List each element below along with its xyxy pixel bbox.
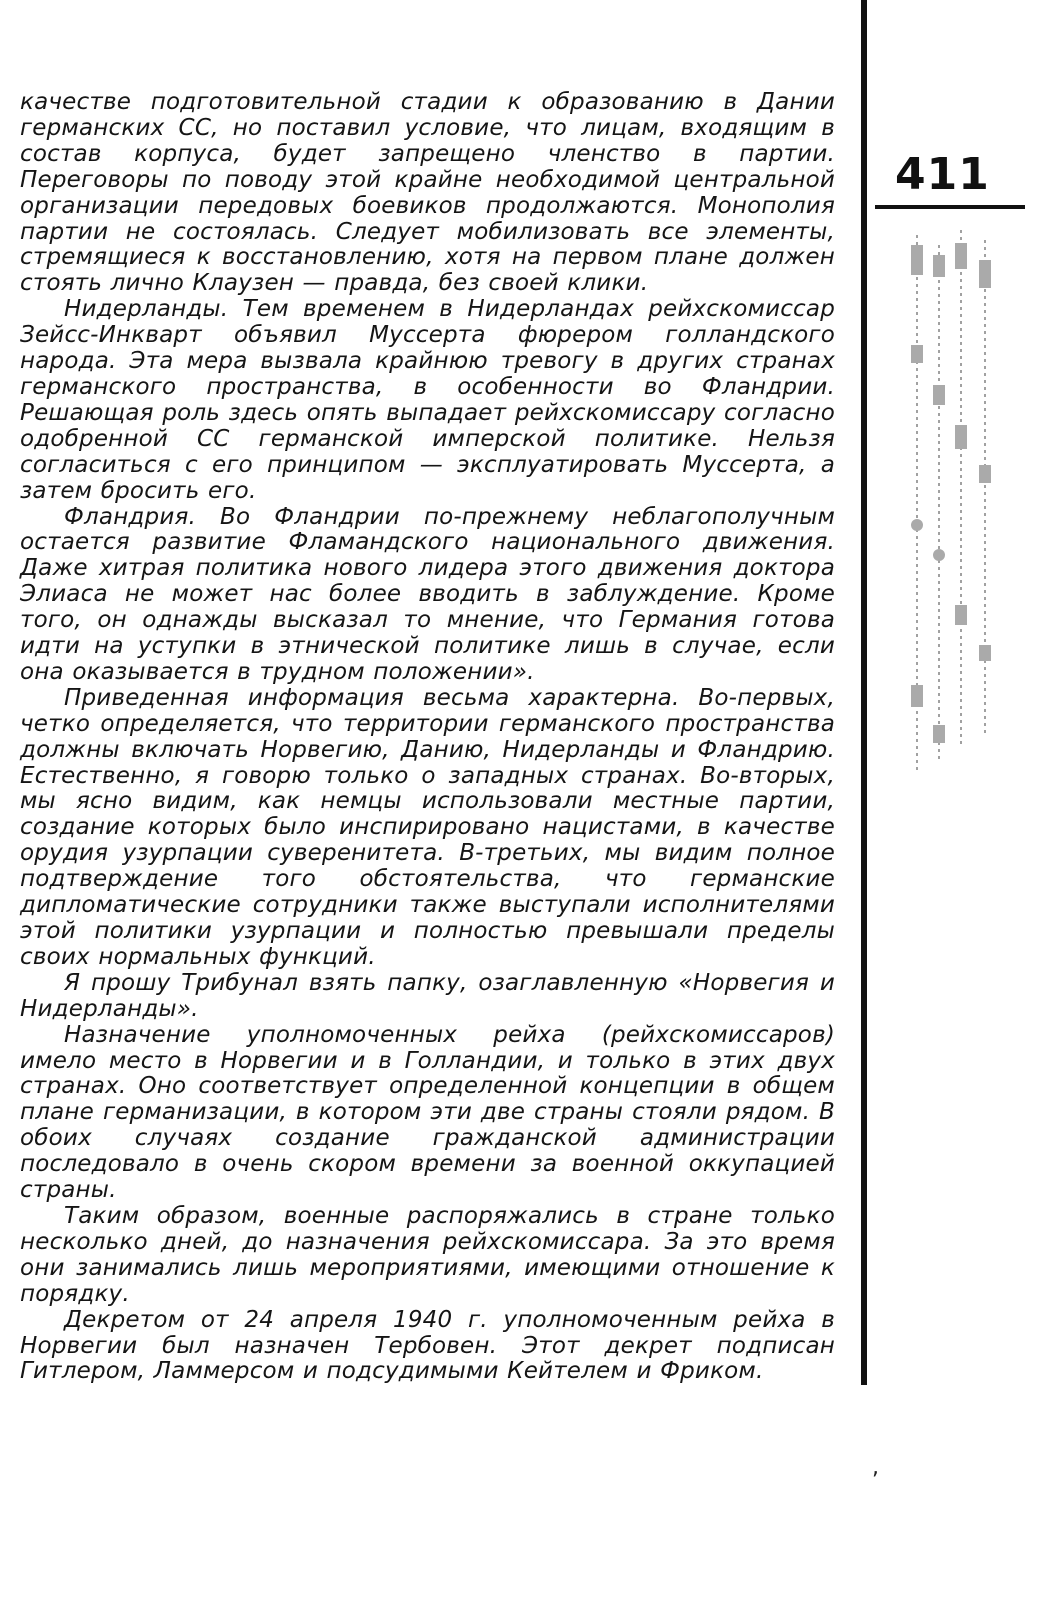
paragraph-6: Назначение уполномоченных рейха (рейхскомиссаров) имело место в Норвегии и в Голландии, и только в этих двух странах. Оно соответствует определенной концепции в общем плане германизации, в котором эти две страны стояли рядом. В обоих случаях создание гражданской администрации последовало в очень скором времени за военной оккупацией страны. (20, 1021, 835, 1204)
paragraph-3: Фландрия. Во Фландрии по-прежнему неблагополучным остается развитие Фламандского национального движения. Даже хитрая политика нового лидера этого движения доктора Элиаса не может нас более вводить в заблуждение. Кроме того, он однажды высказал то мнение, что Германия готова идти на уступки в этнической политике лишь в случае, если она оказывается в трудном положении». (20, 503, 835, 685)
paragraph-7: Таким образом, военные распоряжались в стране только несколько дней, до назначения рейхскомиссара. За это время они занимались лишь мероприятиями, имеющими отношение к порядку. (20, 1202, 835, 1307)
library-stamp-image (905, 225, 1025, 785)
page-number-underline (875, 205, 1025, 209)
margin-vertical-rule (861, 0, 867, 1385)
page-number: 411 (895, 149, 990, 200)
paragraph-2: Нидерланды. Тем временем в Нидерландах рейхскомиссар Зейсс-Инкварт объявил Муссерта фюрером голландского народа. Эта мера вызвала крайнюю тревогу в других странах германского пространства, в особенности во Фландрии. Решающая роль здесь опять выпадает рейхскомиссару согласно одобренной СС германской имперской политике. Нельзя согласиться с его принципом — эксплуатировать Муссерта, а затем бросить его. (20, 296, 835, 504)
paragraph-1: качестве подготовительной стадии к образованию в Дании германских СС, но поставил условие, что лицам, входящим в состав корпуса, будет запрещено членство в партии. Переговоры по поводу этой крайне необходимой центральной организации передовых боевиков продолжаются. Монополия партии не состоялась. Следует мобилизовать все элементы, стремящиеся к восстановлению, хотя на первом плане должен стоять лично Клаузен — правда, без своей клики. (20, 89, 835, 297)
body-text (20, 90, 835, 1385)
paragraph-5: Я прошу Трибунал взять папку, озаглавленную «Норвегия и Нидерланды». (20, 969, 835, 1022)
paragraph-4: Приведенная информация весьма характерна. Во-первых, четко определяется, что территории германского пространства должны включать Норвегию, Данию, Нидерланды и Фландрию. Естественно, я говорю только о западных странах. Во-вторых, мы ясно видим, как немцы использовали местные партии, создание которых было инспирировано нацистами, в качестве орудия узурпации суверенитета. В-третьих, мы видим полное подтверждение того обстоятельства, что германские дипломатические сотрудники также выступали исполнителями этой политики узурпации и полностью превышали пределы своих нормальных функций. (20, 684, 835, 970)
margin-mark: , (872, 1455, 879, 1480)
paragraph-8: Декретом от 24 апреля 1940 г. уполномоченным рейха в Норвегии был назначен Тербовен. Этот декрет подписан Гитлером, Ламмерсом и подсудимыми Кейтелем и Фриком. (20, 1306, 835, 1385)
